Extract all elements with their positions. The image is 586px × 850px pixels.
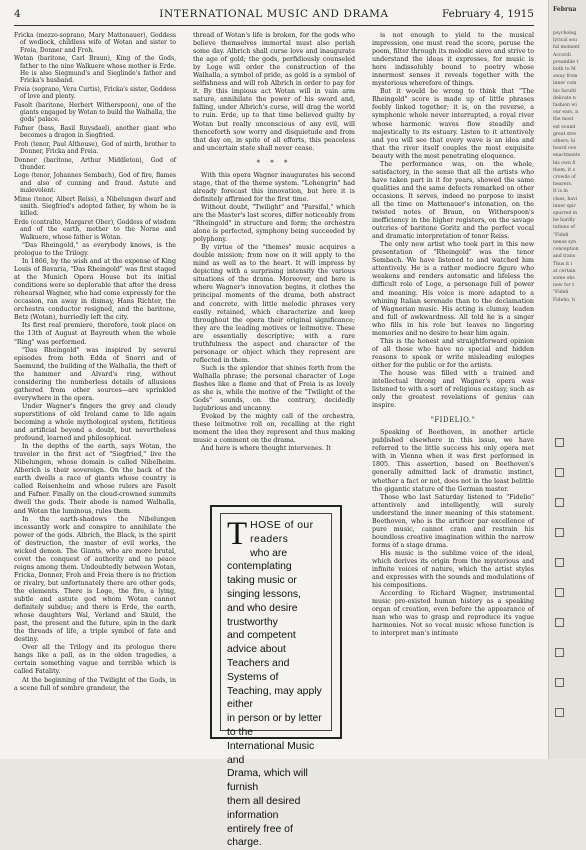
ad-lines (227, 547, 325, 850)
paragraph: Its first real premiere, therefore, took place on the 13th of August at Bayreuth when the whole "Ring" was performed. (14, 322, 176, 346)
paragraph: And here is where thought intervenes. It (201, 445, 332, 453)
adjacent-text-line: It is in (553, 189, 568, 195)
column-3-fidelio-body (372, 429, 534, 638)
adjacent-text-line: lyrical sou (553, 38, 578, 44)
adjacent-page-header: Februa (553, 6, 577, 13)
adjacent-text-line: crowds of (553, 175, 576, 181)
paragraph: "Das Rheingold" was inspired by several episodes from both Edda of Snorri and of Saemund, the building of the Walhalla, the theft of the hammer and Alvard's ring, without considering the numberless details of allusions gathered from other sources—are sprinkled everywhere in the opera. (14, 346, 176, 402)
paragraph: Without doubt, "Twilight" and "Parsifal," which are the Master's last scores, differ noticeably from "Rheingold" in structure and form; the orchestra alone is perfected, symphony being succeeded by polyphony. (193, 203, 355, 244)
adjacent-text-line: new for t (553, 283, 575, 289)
adjacent-text-line: our ears, n (553, 110, 579, 116)
paragraph: His music is the sublime voice of the ideal, which derives its origin from the mysterious and infinite voices of nature, which the artist styles and expresses with the sounds and modulations of his compositions. (372, 549, 534, 590)
fidelio-subhead: "FIDELIO." (430, 416, 476, 425)
checkbox-icon (555, 588, 564, 597)
page-header (14, 8, 534, 22)
paragraph: Over all the Trilogy and its prologue there hangs like a pall, as in the olden tragedies, a certain something vague and terrible which is called Fatality. (14, 644, 176, 676)
ad-line: and competent advice about (227, 630, 296, 656)
column-1-body (14, 242, 176, 693)
adjacent-text-line: he hardly (553, 218, 576, 224)
checkbox-icon (555, 528, 564, 537)
checkbox-icon (555, 678, 564, 687)
section-divider: * * * (256, 158, 292, 167)
column-2-top-body (193, 32, 355, 153)
adjacent-text-line: class, havi (553, 196, 578, 202)
adjacent-text-line: hearers. (553, 182, 573, 188)
adjacent-text-line: others; hi (553, 139, 576, 145)
adjacent-text-line: est sound (553, 124, 576, 130)
adjacent-text-line: Thus it i (553, 261, 573, 267)
checkbox-icon (555, 558, 564, 567)
page-number: 4 (14, 8, 21, 20)
paragraph: In the depths of the earth, says Wotan, the traveler in the first act of "Siegfried," live the Nibelungen, whose domain is called Nibelheim. Alberich is their sovereign. On the back of the earth dwells a race of giants whose country is called Reisenheim and whose rulers are Fasolt and Fafner. Finally on the cloud-crowned summits dwell the gods. Their abode is named Walhalla, and Wotan the luminous, rules them. (14, 443, 176, 515)
paragraph: "Das Rheingold," as everybody knows, is the prologue to the Trilogy. (14, 241, 176, 258)
paragraph: The only new artist who took part in this new presentation of "Rheingold" was the tenor Sembach. We have listened to and watched him attentively. He is a rather mediocre figure who weakens and renders automatic and lifeless the difficult role of Loge, a personage full of power and meaning. His voice is more adapted to a whining Italian serenade than to the declamation of Wagnerian music. His acting is clumsy, leaden and full of awkwardness. All told he is a singer who fills in his role but leaves no lingering memories and no desire to hear him again. (372, 241, 534, 337)
column-2 (193, 32, 355, 453)
adjacent-text-line: conception (553, 247, 579, 253)
adjacent-page-checkboxes (555, 438, 564, 738)
adjacent-text-line: heard ove (553, 146, 577, 152)
ad-first-line: HOSE of our readers (250, 520, 314, 545)
header-rule (14, 25, 534, 26)
ad-line: and who desire trustworthy (227, 602, 298, 628)
paragraph: But it would be wrong to think that "The Rheingold" score is made up of little phrases feebly linked together; it is, on the reverse, a symphonic whole never interrupted, a royal river whose harmonic waves flow steadily and majestically to its estuary. Listen to it attentively and you will see that every wave is an idea and that the river itself couples the most exquisite beauty with the most penetrating eloquence. (372, 88, 534, 160)
column-3-body (372, 32, 534, 410)
checkbox-icon (555, 708, 564, 717)
advertisement-text (220, 513, 332, 849)
adjacent-text-line: Accordi (553, 52, 571, 58)
column-2-body (193, 172, 355, 454)
adjacent-text-line: at certain (553, 268, 576, 274)
ad-line: International Music and (227, 740, 315, 766)
ad-line: Teaching, may apply either (227, 685, 322, 711)
paragraph: In the earth-shadows the Nibelungen incessantly work and conspire to annihilate the power of the gods. Albrich, the Black, is the spirit of destruction, the master of evil works, the wicked demon. The Giants, who are more brutal, covet the conquest of authority and no peace reigns among them. Undoubtedly between Wotan, Fricka, Donner, Froh and Freia there is no friction or rivalry, but unfortunately there are other gods, the elements. There is Loge, the fire, a lying, subtle and astute god whom Wotan cannot definitely subdue; and there is Erde, the earth, whose daughters Wal, Verland and Skuld, the past, the present and the future, spin in the dark the threads of life, a triple symbol of fate and destiny. (14, 515, 176, 644)
paragraph: According to Richard Wagner, instrumental music pre-existed human history as a speaking organ of creation, even before the appearance of man who was to grasp and reproduce its vague harmonies. Not so vocal music whose function is to interpret man's intimate (372, 590, 534, 638)
adjacent-text-line: enactments (553, 153, 581, 159)
ad-line: them all desired information (227, 795, 301, 821)
adjacent-text-line: psycholog (553, 31, 577, 36)
cast-entry: Fricka (mezzo-soprano, Mary Mattenauer), Goddess of wedlock, childless wife of Wotan and sister to Freia, Donner and Froh. (14, 32, 176, 54)
cast-entry: Fafner (bass, Basil Ruysdael), another giant who becomes a dragon in Siegfried. (14, 124, 176, 140)
adjacent-text-line: some obs (553, 275, 575, 281)
adjacent-text-line: the most (553, 117, 574, 123)
adjacent-text-line: tations of (553, 225, 575, 231)
adjacent-page-text (553, 30, 583, 304)
adjacent-text-line: them, it s (553, 167, 575, 173)
cast-entry: Donner (baritone, Arthur Middleton), God of thunder. (14, 156, 176, 171)
adjacent-text-line: ful moment (553, 45, 580, 51)
ad-line: entirely free of charge. (227, 823, 293, 849)
paragraph: Under Wagner's fingers the grey and cloudy superstitions of old Ireland came to life again becoming a whole mythological system, fictitious and artificial beyond a doubt, but nevertheless profound, learned and philosophical. (14, 402, 176, 443)
ad-line: Drama, which will furnish (227, 768, 308, 794)
adjacent-text-line: fashion wi (553, 103, 577, 109)
publication-title: INTERNATIONAL MUSIC AND DRAMA (159, 8, 389, 20)
adjacent-text-line: his faculti (553, 88, 577, 94)
adjacent-text-line: Fidelio, b (553, 297, 575, 303)
paragraph: Those who last Saturday listened to "Fidelio" attentively and intelligently, will surely understand the inner meaning of this statement. Beethoven, who is the artificer par excellence of pure music, cannot cram and restrain his boundless creative imagination within the narrow forms of a stage drama. (372, 493, 534, 549)
paragraph: The performance was, on the whole, satisfactory, in the sense that all the artists who have taken part in it for years, showed the same qualities and the same defects remarked on other occasions. It serves, indeed no purpose to insist all the time on Mattenauer's intonation, on the twisted notes of Braun, on Witherspoon's inefficiency in the higher registers, on the savage outcries of baritone Goritz and the perfect vocal and dramatic interpretation of tenor Reiss. (372, 160, 534, 241)
paragraph: By virtue of the "themes" music acquires a double mission; from now on it will apply to the mind as well as to the heart. It will impress by depicting with a surprising intensity the various situations of the drama. Moreover, and here is where Wagner's innovation begins, it clothes the principal moments of the drama, both abstract and concrete, with little melodic phrases very easily retained, which characterize and keep throughout the opera their original significance; they are the leading motives or leitmotive. These are essentially descriptive; with a rare truthfulness the aspect and character of the personage or object which they represent are reflected in them. (193, 244, 355, 364)
checkbox-icon (555, 648, 564, 657)
adjacent-text-line: his own fi (553, 160, 576, 166)
adjacent-text-line: "Fideli (553, 290, 569, 296)
adjacent-text-line: great stre (553, 131, 577, 137)
cast-entry: Wotan (baritone, Carl Braun), King of the Gods, father to the nine Walkuere whose mother is Erde. He is also Siegmund's and Sieglinde's father and Fricka's husband. (14, 55, 176, 85)
cast-entry: Freia (soprano, Vera Curtis), Fricka's sister, Goddess of love and plenty. (14, 85, 176, 101)
paragraph: The house was filled with a trained and intellectual throng and Wagner's opera was listened to with a sort of religious ecstasy, such as only the greatest revelations of genius can inspire. (372, 369, 534, 410)
ad-line: who are contemplating (227, 547, 292, 573)
paragraph: With this opera Wagner inaugurates his second stage, that of the theme system. "Lohengrin" had already forecast this innovation, but here it is definitely affirmed for the first time. (193, 171, 355, 203)
drop-cap: T (227, 516, 248, 552)
column-1 (14, 32, 176, 693)
adjacent-text-line: inner spir (553, 203, 576, 209)
adjacent-text-line: away from (553, 74, 578, 80)
issue-date: February 4, 1915 (441, 8, 534, 20)
cast-entry: Loge (tenor, Johannes Sembach), God of fire, flames and also of cunning and fraud. Astute and malevolent. (14, 172, 176, 195)
ad-line: taking music or singing lessons, (227, 575, 301, 600)
checkbox-icon (555, 498, 564, 507)
paragraph: Such is the splendor that shines forth from the Walhalla phrase; the personal character of Loge flashes like a flame and that of Freia is as lovely as she is, while the motive of the "Twilight of the Gods" sounds, on the contrary, decidedly lugubrious and uncanny. (193, 364, 355, 413)
column-3 (372, 32, 534, 638)
adjacent-text-line: delicate n (553, 95, 576, 101)
adjacent-text-line: preamble t (553, 59, 579, 65)
paragraph: In 1866, by the wish and at the expense of King Louis of Bavaria, "Das Rheingold" was first staged at the Munich Opera House but its initial conditions were so deplorable that after the dress rehearsal Wagner, who had come expressly for the occasion, ran away in dismay, Hans Richter, the orchestra conductor resigned, and the baritone, Betz (Wotan), hurriedly left the city. (14, 258, 176, 322)
ad-line: in person or by letter to the (227, 713, 322, 738)
adjacent-text-line: nense syn (553, 239, 577, 245)
adjacent-text-line: spurred m (553, 211, 578, 217)
paragraph: Evoked by the mighty call of the orchestra, these leitmotive roll on, recalling at the right moment the idea they represent and thus making music a comment on the drama. (193, 413, 355, 445)
checkbox-icon (555, 468, 564, 477)
checkbox-icon (555, 438, 564, 447)
cast-entry: Froh (tenor, Paul Althouse), God of mirth, brother to Donner, Fricka and Freia. (14, 140, 176, 156)
advertisement-box (210, 505, 342, 849)
adjacent-text-line: "Fideli (553, 232, 569, 238)
adjacent-text-line: and trans (553, 254, 576, 260)
paragraph: Speaking of Beethoven, in another article published elsewhere in this issue, we have referred to the little success his only opera met with in Vienna when it was first performed in 1805. This assertion, based on Beethoven's generally admitted lack of dramatic instinct, whether a fact or not, does not in the least belittle the gigantic stature of the German master. (372, 429, 534, 493)
adjacent-page-edge (548, 0, 586, 759)
paragraph: is not enough to yield to the musical impression, one must read the score, peruse the poem, filter through its melodic sieve and strive to understand the ideas it expresses, for music is here indissolubly bound to poetry whose innermost senses it reveals together with the mysterious wherefore of things. (372, 32, 534, 88)
cast-entry: Mime (tenor, Albert Reiss), a Nibelungen dwarf and smith. Siegfried's adopted father, by whom he is killed. (14, 195, 176, 218)
ad-line: Teachers and Systems of (227, 657, 290, 683)
cast-entry: Erde (contralto, Margaret Ober), Goddess of wisdom and of the earth, mother to the Norne and Walkuere, whose father is Wotan. (14, 218, 176, 241)
paragraph: This is the honest and straightforward opinion of all those who have no special and hidden reasons to speak or write misleading eulogies either for the public or for the artists. (372, 337, 534, 369)
checkbox-icon (555, 618, 564, 627)
cast-entry: Fasolt (baritone, Herbert Witherspoon), one of the giants engaged by Wotan to build the Walhalla, the gods' palace. (14, 101, 176, 124)
adjacent-text-line: inner com (553, 81, 577, 87)
adjacent-text-line: both to M (553, 67, 576, 73)
paragraph: At the beginning of the Twilight of the Gods, in a scene full of sombre grandeur, the (14, 676, 176, 692)
cast-list (14, 32, 176, 241)
paragraph: thread of Wotan's life is broken, for the gods who believe themselves immortal must also perish some day. Albrich shall curse love and inaugurate the age of gold; the gods, perfidiously counseled by Loge will order the construction of the Walhalla, a symbol of pride, as gold is a symbol of selfishness and will rob Albrich in order to pay for it. By this impious act Wotan will in vain arm nature, annihilate the power of his sword and, falling, under Albrich's curse, will drag the world to ruin. Erde, up to that time believed guilty by Wotan but really unconscious of any evil, will thenceforth sow worry and disquietude and from that day on, in spite of all efforts, this peaceless and uncertain state shall never cease. (193, 32, 355, 152)
